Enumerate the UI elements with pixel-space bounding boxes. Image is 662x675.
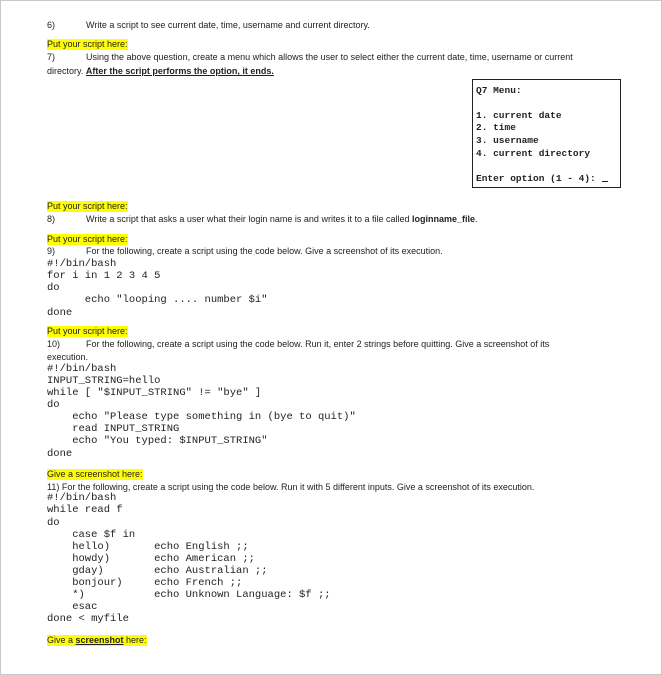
q6-text: Write a script to see current date, time, username and current directory. bbox=[86, 20, 370, 30]
q10-text-line2: execution. bbox=[47, 352, 89, 362]
q8-filename: loginname_file bbox=[411, 214, 475, 224]
menu-item: 2. time bbox=[476, 122, 516, 133]
menu-title: Q7 Menu: bbox=[476, 85, 522, 96]
code-line: esac bbox=[47, 601, 98, 613]
q10-number: 10) bbox=[47, 339, 61, 349]
code-line: echo "looping .... number $i" bbox=[47, 294, 268, 306]
q9-number: 9) bbox=[47, 246, 56, 256]
code-line: while [ "$INPUT_STRING" != "bye" ] bbox=[47, 387, 262, 399]
code-line: bonjour) echo French ;; bbox=[47, 577, 243, 589]
q9-text: For the following, create a script using the code below. Give a screenshot of its execution. bbox=[86, 246, 443, 256]
code-line: *) echo Unknown Language: $f ;; bbox=[47, 589, 331, 601]
code-line: echo "Please type something in (bye to quit)" bbox=[47, 411, 356, 423]
code-line: #!/bin/bash bbox=[47, 258, 117, 270]
code-line: case $f in bbox=[47, 529, 136, 541]
code-line: do bbox=[47, 282, 60, 294]
cursor-icon bbox=[602, 180, 608, 182]
code-line: hello) echo English ;; bbox=[47, 541, 249, 553]
q10-prompt: Put your script here: bbox=[47, 326, 128, 336]
code-line: done bbox=[47, 448, 73, 460]
code-line: #!/bin/bash bbox=[47, 492, 117, 504]
q11-prompt: Give a screenshot here: bbox=[47, 469, 143, 479]
code-line: howdy) echo American ;; bbox=[47, 553, 255, 565]
code-line: #!/bin/bash bbox=[47, 363, 117, 375]
q10-text-line1: For the following, create a script using the code below. Run it, enter 2 strings before quitting. Give a screenshot of its bbox=[86, 339, 550, 349]
code-line: gday) echo Australian ;; bbox=[47, 565, 268, 577]
menu-enter-option: Enter option (1 - 4): bbox=[476, 173, 608, 185]
menu-item: 3. username bbox=[476, 135, 539, 146]
q7-prompt: Put your script here: bbox=[47, 39, 128, 49]
code-line: while read f bbox=[47, 504, 123, 516]
code-line: INPUT_STRING=hello bbox=[47, 375, 161, 387]
q8-text: Write a script that asks a user what their login name is and writes it to a file called loginname_file. bbox=[86, 214, 478, 224]
code-line: read INPUT_STRING bbox=[47, 423, 180, 435]
q11-final-prompt: Give a screenshot here: bbox=[47, 635, 147, 645]
menu-item: 4. current directory bbox=[476, 148, 591, 159]
code-line: done < myfile bbox=[47, 613, 129, 625]
q9-prompt: Put your script here: bbox=[47, 234, 128, 244]
q8-number: 8) bbox=[47, 214, 56, 224]
q8-prompt: Put your script here: bbox=[47, 201, 128, 211]
code-line: echo "You typed: $INPUT_STRING" bbox=[47, 435, 268, 447]
code-line: do bbox=[47, 399, 60, 411]
menu-item: 1. current date bbox=[476, 110, 562, 121]
q7-menu-box bbox=[472, 79, 621, 188]
q7-text-line1: Using the above question, create a menu which allows the user to select either the current date, time, username or current bbox=[86, 52, 573, 62]
code-line: do bbox=[47, 517, 60, 529]
code-line: for i in 1 2 3 4 5 bbox=[47, 270, 161, 282]
q7-emphasis: After the script performs the option, it ends. bbox=[85, 66, 274, 76]
q7-text-line2: directory. After the script performs the option, it ends. bbox=[47, 66, 274, 76]
q6-number: 6) bbox=[47, 20, 56, 30]
code-line: done bbox=[47, 307, 73, 319]
q11-text: 11) For the following, create a script using the code below. Run it with 5 different inputs. Give a screenshot of its execution. bbox=[47, 482, 535, 492]
q7-number: 7) bbox=[47, 52, 56, 62]
